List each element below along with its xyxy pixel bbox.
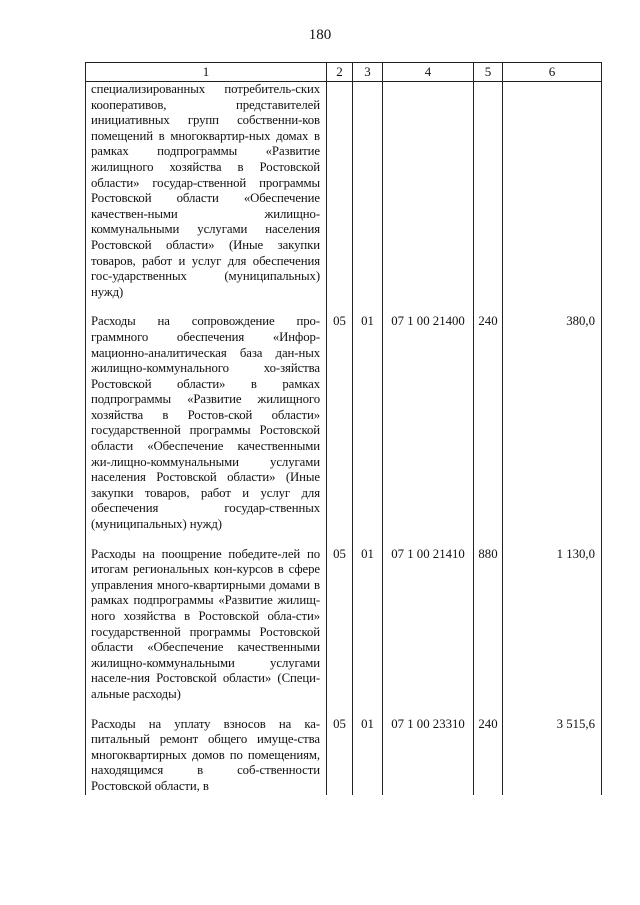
row-amount: 3 515,6 bbox=[503, 717, 602, 795]
column-header-2: 2 bbox=[327, 63, 353, 82]
row-subsection: 01 bbox=[353, 717, 383, 795]
row-amount: 1 130,0 bbox=[503, 547, 602, 703]
column-header-6: 6 bbox=[503, 63, 602, 82]
row-subsection: 01 bbox=[353, 547, 383, 703]
row-expense-type: 240 bbox=[474, 314, 503, 532]
table-row bbox=[86, 547, 602, 703]
page-number: 180 bbox=[308, 27, 332, 43]
row-expense-type: 240 bbox=[474, 717, 503, 795]
budget-table bbox=[85, 62, 602, 795]
row-section: 05 bbox=[327, 547, 353, 703]
table-row bbox=[86, 82, 602, 301]
row-spacer bbox=[86, 300, 602, 314]
row-target-article: 07 1 00 23310 bbox=[383, 717, 474, 795]
row-subsection: 01 bbox=[353, 314, 383, 532]
row-description: Расходы на поощрение победите-лей по итогам региональных кон-курсов в сфере управления много-квартирными домами в рамках подпрограммы «Развитие жилищ-ного хозяйства в Ростовской обла-сти» государственной программы Ростовской области «Обеспечение качественными жилищно-коммунальными услугами населе-ния Ростовской области» (Специ-альные расходы) bbox=[86, 547, 327, 703]
row-subsection bbox=[353, 82, 383, 301]
row-spacer bbox=[86, 703, 602, 717]
column-header-1: 1 bbox=[86, 63, 327, 82]
row-target-article bbox=[383, 82, 474, 301]
column-header-4: 4 bbox=[383, 63, 474, 82]
row-amount: 380,0 bbox=[503, 314, 602, 532]
column-header-5: 5 bbox=[474, 63, 503, 82]
table-row bbox=[86, 314, 602, 532]
row-section: 05 bbox=[327, 314, 353, 532]
row-section bbox=[327, 82, 353, 301]
row-target-article: 07 1 00 21410 bbox=[383, 547, 474, 703]
row-target-article: 07 1 00 21400 bbox=[383, 314, 474, 532]
row-description: специализированных потребитель-ских кооперативов, представителей инициативных групп собственни-ков помещений в многоквартир-ных домах в рамках подпрограммы «Развитие жилищного хозяйства в Ростовской области» государ-ственной программы Ростовской области «Обеспечение качествен-ными жилищно-коммунальными услугами населения Ростовской области» (Иные закупки товаров, работ и услуг для обеспечения гос-ударственных (муниципальных) нужд) bbox=[86, 82, 327, 301]
row-spacer bbox=[86, 533, 602, 547]
row-description: Расходы на сопровождение про-граммного обеспечения «Инфор-мационно-аналитическая база дан-ных жилищно-коммунального хо-зяйства Ростовской области» в рамках подпрограммы «Развитие жилищного хозяйства в Ростов-ской области» государственной программы Ростовской области «Обеспечение качественными жи-лищно-коммунальными услугами населения Ростовской области» (Иные закупки товаров, работ и услуг для обеспечения государ-ственных (муниципальных) нужд) bbox=[86, 314, 327, 532]
table-row bbox=[86, 717, 602, 795]
column-header-3: 3 bbox=[353, 63, 383, 82]
row-section: 05 bbox=[327, 717, 353, 795]
table-header-row bbox=[86, 63, 602, 82]
row-description: Расходы на уплату взносов на ка-питальный ремонт общего имуще-ства многоквартирных домов по помещениям, находящимся в соб-ственности Ростовской области, в bbox=[86, 717, 327, 795]
row-expense-type: 880 bbox=[474, 547, 503, 703]
row-expense-type bbox=[474, 82, 503, 301]
row-amount bbox=[503, 82, 602, 301]
